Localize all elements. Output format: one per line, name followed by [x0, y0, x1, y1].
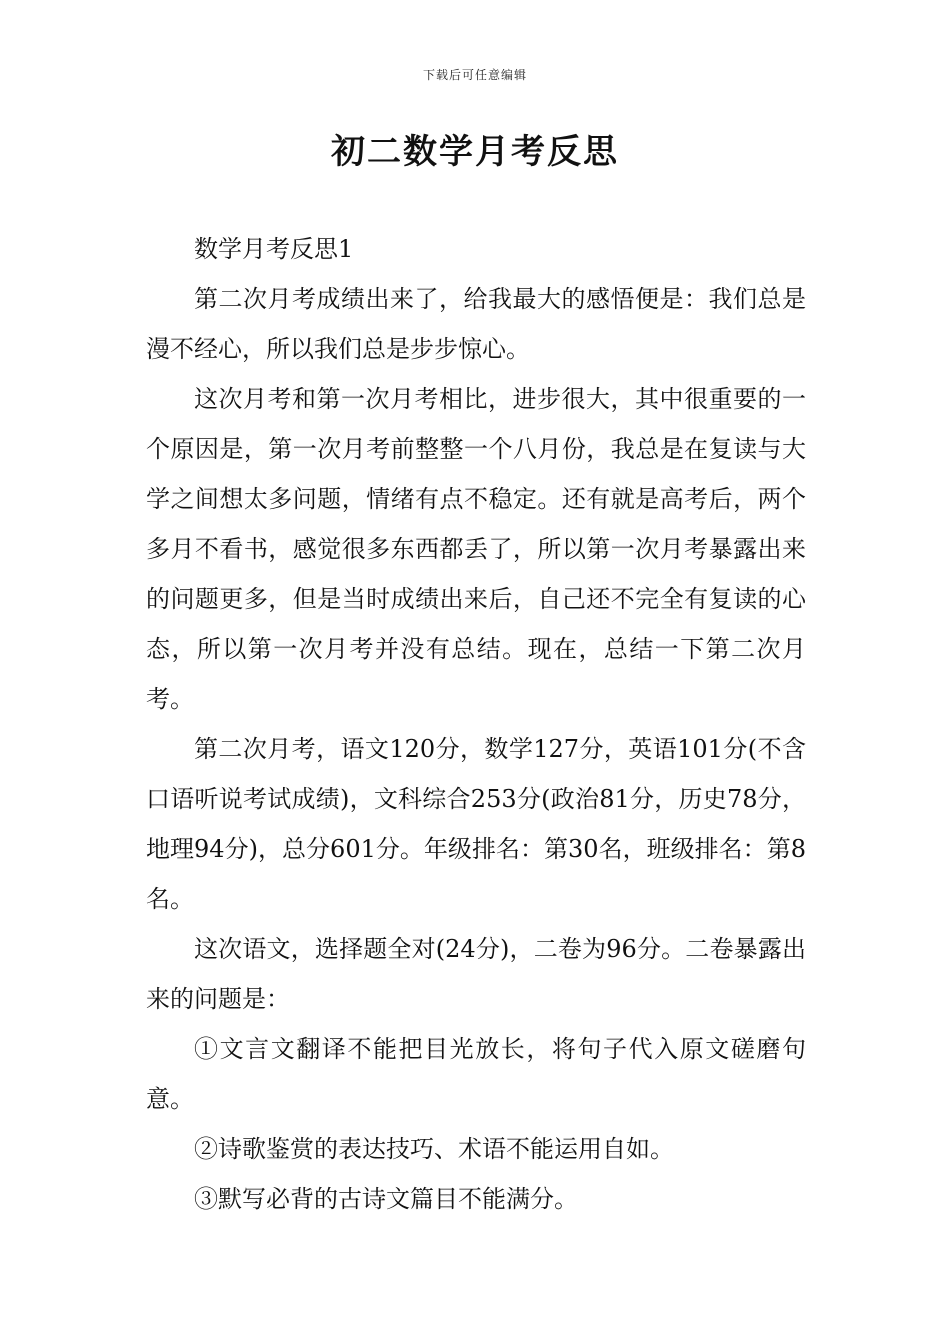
page-title: 初二数学月考反思: [331, 132, 619, 172]
paragraph: 这次语文，选择题全对(24分)，二卷为96分。二卷暴露出来的问题是：: [146, 935, 806, 1013]
header-note: 下载后可任意编辑: [422, 68, 527, 82]
list-item: ②诗歌鉴赏的表达技巧、术语不能运用自如。: [194, 1135, 674, 1163]
list-item: ①文言文翻译不能把目光放长，将句子代入原文磋磨句意。: [146, 1035, 806, 1113]
paragraph-subtitle: 数学月考反思1: [194, 235, 354, 263]
paragraph: 这次月考和第一次月考相比，进步很大，其中很重要的一个原因是，第一次月考前整整一个八月份，我总是在复读与大学之间想太多问题，情绪有点不稳定。还有就是高考后，两个多月不看书，感觉很多东西都丢了，所以第一次月考暴露出来的问题更多，但是当时成绩出来后，自己还不完全有复读的心态，所以第一次月考并没有总结。现在，总结一下第二次月考。: [146, 385, 806, 713]
list-item: ③默写必背的古诗文篇目不能满分。: [194, 1185, 578, 1213]
paragraph: 第二次月考成绩出来了，给我最大的感悟便是：我们总是漫不经心，所以我们总是步步惊心。: [146, 285, 806, 363]
document-body: [146, 224, 806, 1224]
paragraph: 第二次月考，语文120分，数学127分，英语101分(不含口语听说考试成绩)，文科综合253分(政治81分，历史78分，地理94分)，总分601分。年级排名：第30名，班级排名：第8名。: [146, 735, 806, 913]
